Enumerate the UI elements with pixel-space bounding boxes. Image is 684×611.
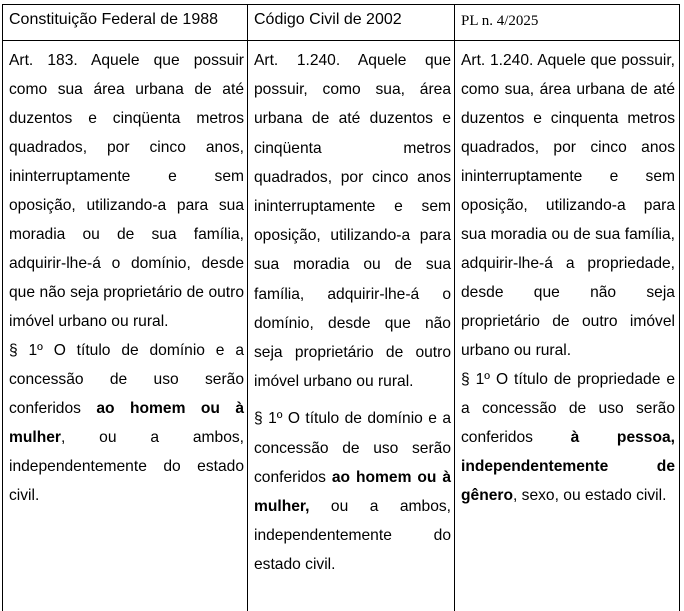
cell-text-constituicao <box>9 46 244 510</box>
paragraph-text: § 1º O título de propriedade e a concessão de uso serão conferidos <box>461 371 675 446</box>
paragraph-emphasis: ao homem ou à mulher, <box>254 468 452 516</box>
body-cell-pl <box>455 41 680 611</box>
article-paragraph-1 <box>9 336 244 510</box>
article-caput: Art. 1.240. Aquele que possuir, como sua, área urbana de até duzentos e cinqüenta metros quadrados, por cinco anos ininterruptamente e sem oposição, utilizando-a para sua moradia ou de sua família, adquirir-lhe-á o domínio, desde que não seja proprietário de outro imóvel urbano ou rural. <box>254 52 451 391</box>
paragraph-text: § 1º O título de domínio e a concessão de uso serão conferidos <box>254 410 451 486</box>
paragraph-emphasis: ao homem ou à mulher <box>9 400 245 446</box>
article-caput: Art. 183. Aquele que possuir como sua área urbana de até duzentos e cinqüenta metros quadrados, por cinco anos, ininterruptamente e sem oposição, utilizando-a para sua moradia ou de sua família, adquirir-lhe-á o domínio, desde que não seja proprietário de outro imóvel urbano ou rural. <box>9 52 244 330</box>
paragraph-text-end: , sexo, ou estado civil. <box>513 487 667 504</box>
paragraph-text-end: ou a ambos, independentemente do estado civil. <box>254 498 451 574</box>
paragraph-text: § 1º O título de domínio e a concessão de uso serão conferidos <box>9 342 244 417</box>
paragraph-text-end: , ou a ambos, independentemente do estado civil. <box>9 429 244 504</box>
article-paragraph-1 <box>461 365 675 510</box>
article-caput: Art. 1.240. Aquele que possuir, como sua, área urbana de até duzentos e cinquenta metros quadrados, por cinco anos ininterruptamente e sem oposição, utilizando-a para sua moradia ou de sua família, adquirir-lhe-á a propriedade, desde que não seja proprietário de outro imóvel urbano ou rural. <box>461 52 675 359</box>
article-paragraph-1 <box>254 404 451 579</box>
paragraph-emphasis: à pessoa, independentemente de gênero <box>461 429 676 504</box>
cell-text-pl <box>461 46 675 510</box>
body-cell-constituicao <box>3 41 248 611</box>
header-cell-codigo-civil <box>248 5 455 41</box>
body-cell-codigo-civil <box>248 41 455 611</box>
header-label-pl: PL n. 4/2025 <box>461 13 539 29</box>
cell-text-codigo-civil <box>254 46 451 580</box>
header-cell-constituicao <box>3 5 248 41</box>
header-label-codigo-civil: Código Civil de 2002 <box>254 11 402 28</box>
header-label-constituicao: Constituição Federal de 1988 <box>9 11 219 28</box>
header-cell-pl <box>455 5 680 41</box>
comparison-table <box>2 4 680 611</box>
